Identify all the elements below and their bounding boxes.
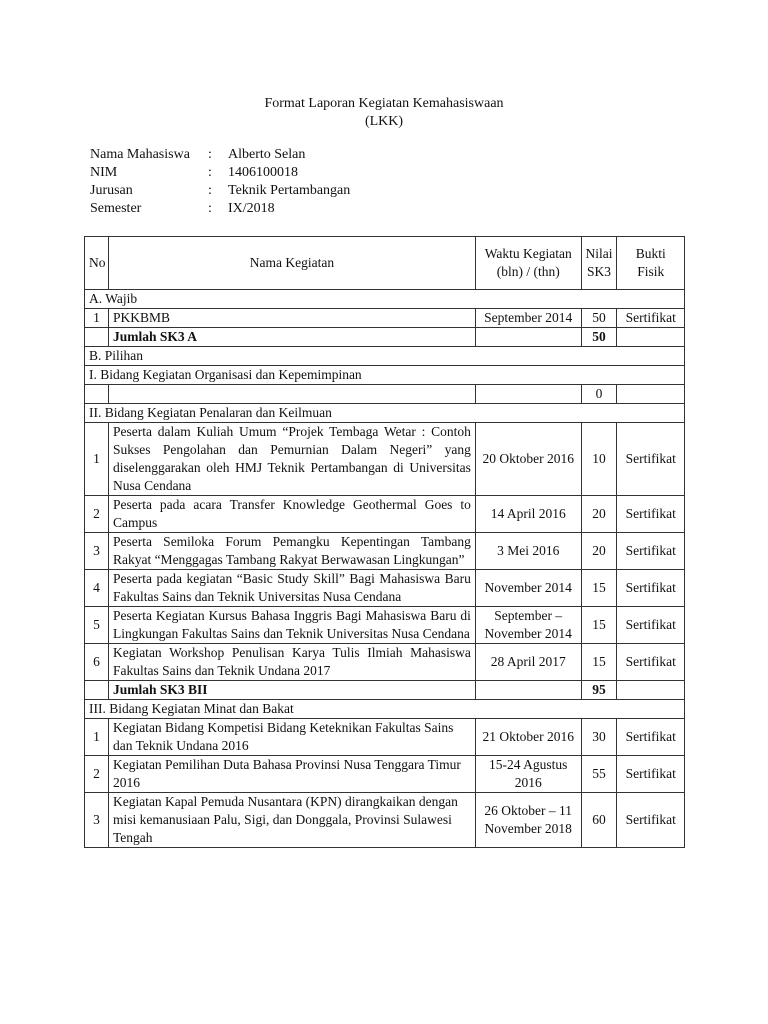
subsection-2-label: II. Bidang Kegiatan Penalaran dan Keilmuan (85, 404, 685, 423)
row-no: 3 (85, 793, 109, 848)
total-label: Jumlah SK3 BII (108, 681, 475, 700)
row-proof-empty (617, 681, 685, 700)
row-no: 2 (85, 756, 109, 793)
table-row (85, 719, 685, 756)
row-time-empty (475, 385, 581, 404)
row-name: Peserta dalam Kuliah Umum “Projek Tembaga Wetar : Contoh Sukses Pengolahan dan Pemurnian Dalam Negeri” yang diselenggarakan oleh HMJ Teknik Pertambangan di Universitas Nusa Cendana (108, 423, 475, 496)
total-value: 95 (581, 681, 617, 700)
info-row (90, 146, 350, 164)
row-no: 2 (85, 496, 109, 533)
section-row (85, 290, 685, 309)
table-row (85, 607, 685, 644)
activity-table (84, 236, 685, 848)
row-proof: Sertifikat (617, 756, 685, 793)
info-label: NIM (90, 165, 118, 180)
table-row (85, 385, 685, 404)
info-value: Alberto Selan (228, 147, 306, 162)
row-time: 28 April 2017 (475, 644, 581, 681)
row-score: 50 (581, 309, 617, 328)
row-name: Peserta pada acara Transfer Knowledge Geothermal Goes to Campus (108, 496, 475, 533)
row-name: Kegiatan Bidang Kompetisi Bidang Keteknikan Fakultas Sains dan Teknik Undana 2016 (108, 719, 475, 756)
row-score: 20 (581, 533, 617, 570)
row-no-empty (85, 328, 109, 347)
info-label: Jurusan (90, 183, 133, 198)
row-score: 15 (581, 570, 617, 607)
row-proof: Sertifikat (617, 309, 685, 328)
row-no: 3 (85, 533, 109, 570)
total-label: Jumlah SK3 A (108, 328, 475, 347)
table-row (85, 533, 685, 570)
row-time: November 2014 (475, 570, 581, 607)
info-label: Semester (90, 201, 142, 216)
row-score: 15 (581, 644, 617, 681)
row-proof: Sertifikat (617, 570, 685, 607)
row-no: 1 (85, 423, 109, 496)
title-line-1: Format Laporan Kegiatan Kemahasiswaan (264, 96, 504, 111)
row-proof: Sertifikat (617, 719, 685, 756)
total-row (85, 328, 685, 347)
header-time: Waktu Kegiatan (bln) / (thn) (475, 237, 581, 290)
table-row (85, 644, 685, 681)
row-score: 0 (581, 385, 617, 404)
row-no-empty (85, 681, 109, 700)
row-name: Kegiatan Workshop Penulisan Karya Tulis Ilmiah Mahasiswa Fakultas Sains dan Teknik Undana 2017 (108, 644, 475, 681)
row-name: Kegiatan Pemilihan Duta Bahasa Provinsi Nusa Tenggara Timur 2016 (108, 756, 475, 793)
document-title (0, 95, 768, 131)
header-name: Nama Kegiatan (108, 237, 475, 290)
table-row (85, 570, 685, 607)
row-proof: Sertifikat (617, 793, 685, 848)
row-no: 1 (85, 719, 109, 756)
subsection-row (85, 700, 685, 719)
section-b-label: B. Pilihan (85, 347, 685, 366)
table-row (85, 496, 685, 533)
row-name: Kegiatan Kapal Pemuda Nusantara (KPN) dirangkaikan dengan misi kemanusiaan Palu, Sigi, dan Donggala, Provinsi Sulawesi Tengah (108, 793, 475, 848)
row-time-empty (475, 681, 581, 700)
header-no: No (85, 237, 109, 290)
info-value: IX/2018 (228, 201, 275, 216)
info-colon: : (208, 147, 212, 162)
section-row (85, 347, 685, 366)
row-proof-empty (617, 328, 685, 347)
row-time: September – November 2014 (475, 607, 581, 644)
table-row (85, 756, 685, 793)
row-name-empty (108, 385, 475, 404)
info-row (90, 182, 350, 200)
info-value: Teknik Pertambangan (228, 183, 351, 198)
row-name: Peserta Kegiatan Kursus Bahasa Inggris Bagi Mahasiswa Baru di Lingkungan Fakultas Sains dan Teknik Universitas Nusa Cendana (108, 607, 475, 644)
info-label: Nama Mahasiswa (90, 147, 190, 162)
row-score: 15 (581, 607, 617, 644)
table-row (85, 309, 685, 328)
table-row (85, 423, 685, 496)
header-score: Nilai SK3 (581, 237, 617, 290)
row-name: Peserta Semiloka Forum Pemangku Kepentingan Tambang Rakyat “Menggagas Tambang Rakyat Berwawasan Lingkungan” (108, 533, 475, 570)
row-proof: Sertifikat (617, 533, 685, 570)
row-no: 6 (85, 644, 109, 681)
row-proof: Sertifikat (617, 423, 685, 496)
student-info (90, 146, 350, 218)
row-proof-empty (617, 385, 685, 404)
row-proof: Sertifikat (617, 644, 685, 681)
info-row (90, 164, 350, 182)
row-name: Peserta pada kegiatan “Basic Study Skill” Bagi Mahasiswa Baru Fakultas Sains dan Teknik Universitas Nusa Cendana (108, 570, 475, 607)
subsection-3-label: III. Bidang Kegiatan Minat dan Bakat (85, 700, 685, 719)
row-score: 30 (581, 719, 617, 756)
info-row (90, 200, 350, 218)
subsection-1-label: I. Bidang Kegiatan Organisasi dan Kepemimpinan (85, 366, 685, 385)
row-no: 4 (85, 570, 109, 607)
row-score: 10 (581, 423, 617, 496)
subsection-row (85, 366, 685, 385)
info-colon: : (208, 183, 212, 198)
row-score: 60 (581, 793, 617, 848)
row-no: 1 (85, 309, 109, 328)
row-proof: Sertifikat (617, 607, 685, 644)
row-time: 15-24 Agustus 2016 (475, 756, 581, 793)
row-no: 5 (85, 607, 109, 644)
subsection-row (85, 404, 685, 423)
info-value: 1406100018 (228, 165, 298, 180)
info-colon: : (208, 165, 212, 180)
row-time: September 2014 (475, 309, 581, 328)
row-time: 14 April 2016 (475, 496, 581, 533)
row-score: 55 (581, 756, 617, 793)
row-time: 3 Mei 2016 (475, 533, 581, 570)
table-row (85, 793, 685, 848)
row-time: 26 Oktober – 11 November 2018 (475, 793, 581, 848)
row-time: 20 Oktober 2016 (475, 423, 581, 496)
row-time-empty (475, 328, 581, 347)
row-score: 20 (581, 496, 617, 533)
title-line-2: (LKK) (364, 114, 404, 129)
row-no-empty (85, 385, 109, 404)
info-colon: : (208, 201, 212, 216)
row-name: PKKBMB (108, 309, 475, 328)
row-proof: Sertifikat (617, 496, 685, 533)
table-header-row (85, 237, 685, 290)
section-a-label: A. Wajib (85, 290, 685, 309)
header-proof: Bukti Fisik (617, 237, 685, 290)
row-time: 21 Oktober 2016 (475, 719, 581, 756)
total-row (85, 681, 685, 700)
total-value: 50 (581, 328, 617, 347)
